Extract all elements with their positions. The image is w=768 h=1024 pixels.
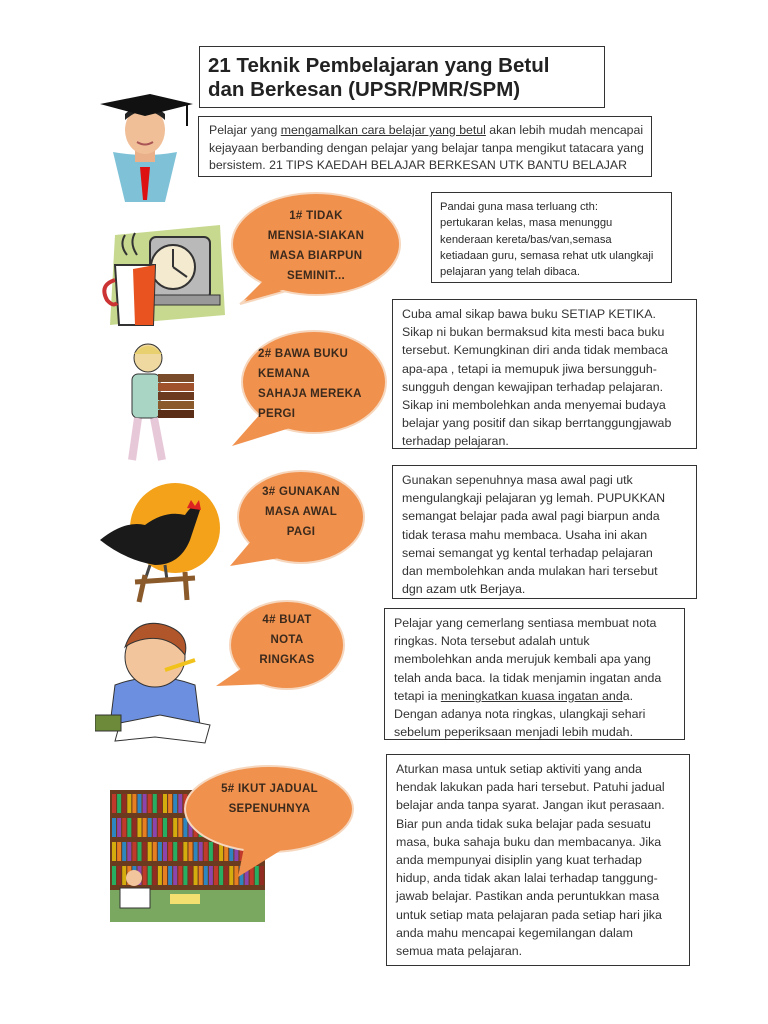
- note-line: Sikap ini membolehkan anda menyemai budaya: [402, 398, 666, 413]
- book-spine: [143, 842, 147, 861]
- intro-text: Pelajar yang: [209, 123, 281, 137]
- note-line: telah anda baca. Ia tidak menjamin ingatan anda: [394, 670, 662, 685]
- book-spine: [224, 866, 228, 885]
- tip-heading-line: PERGI: [258, 408, 296, 420]
- note-line: semua mata pelajaran.: [396, 944, 523, 959]
- intro-text: akan lebih mudah mencapai: [485, 123, 644, 137]
- tip-3-note: [392, 465, 697, 599]
- book-spine: [143, 818, 147, 837]
- tip-4-speech-bubble: [228, 600, 346, 692]
- note-line: pelajaran yang telah dibaca.: [440, 266, 580, 279]
- book-spine: [255, 866, 259, 885]
- note-line: Pelajar yang cemerlang sentiasa membuat nota: [394, 616, 657, 630]
- book-spine: [112, 794, 116, 813]
- tip-1-note: [431, 192, 672, 283]
- book-spine: [148, 842, 152, 861]
- book-spine: [138, 818, 142, 837]
- book-spine: [204, 866, 208, 885]
- book-spine: [178, 866, 182, 885]
- book-spine: [112, 818, 116, 837]
- book-spine: [158, 818, 162, 837]
- tip-heading-line: 5# IKUT JADUAL: [221, 783, 318, 795]
- tip-heading-line: RINGKAS: [259, 654, 315, 666]
- book-spine: [163, 794, 167, 813]
- book-spine: [178, 818, 182, 837]
- note-line: pertukaran kelas, masa menunggu: [440, 217, 613, 230]
- book-spine: [112, 842, 116, 861]
- tip-heading-line: 2# BAWA BUKU: [258, 348, 349, 360]
- intro-paragraph: [198, 116, 652, 177]
- note-line: hendak lakukan pada hari tersebut. Patuhi jadual: [396, 780, 665, 795]
- note-line: ketiadaan guru, semasa rehat utk ulangkaji: [440, 249, 654, 262]
- book-spine: [148, 866, 152, 885]
- tip-2-note: [392, 299, 697, 449]
- note-line: untuk setiap mata pelajaran pada setiap hari jika: [396, 907, 662, 922]
- note-line: Biar pun anda tidak suka belajar pada sesuatu: [396, 816, 651, 831]
- book-spine: [127, 794, 131, 813]
- book-spine: [122, 866, 126, 885]
- note-line: dan membolehkan anda mulakan hari tersebut: [402, 564, 658, 579]
- note-line: belajar yang positif dan sikap berrtanggungjawab: [402, 416, 672, 431]
- note-line: semangat belajar pada awal pagi biarpun anda: [402, 509, 660, 524]
- tip-heading-line: SEPENUHNYA: [228, 803, 311, 815]
- tip-heading-line: SAHAJA MEREKA: [258, 388, 362, 400]
- book-spine: [158, 866, 162, 885]
- note-line: apa-apa , tetapi ia memupuk jiwa bersungguh-: [402, 361, 657, 376]
- book-spine: [173, 794, 177, 813]
- coffee-clock-illustration: [95, 225, 230, 330]
- book-spine: [178, 842, 182, 861]
- book-spine: [127, 842, 131, 861]
- note-text: a.: [622, 688, 634, 703]
- book-spine: [189, 866, 193, 885]
- boy-writing-notes-illustration: [95, 615, 225, 745]
- book-spine: [168, 842, 172, 861]
- book-spine: [138, 842, 142, 861]
- book-spine: [148, 818, 152, 837]
- book-spine: [229, 866, 233, 885]
- note-line: Cuba amal sikap bawa buku SETIAP KETIKA.: [402, 307, 656, 321]
- tip-heading-line: KEMANA: [258, 368, 311, 380]
- tip-3-speech-bubble: [236, 470, 366, 568]
- page-title: [199, 46, 605, 108]
- tip-heading-line: PAGI: [286, 526, 316, 538]
- note-line: Aturkan masa untuk setiap aktiviti yang anda: [396, 762, 642, 776]
- book-spine: [138, 794, 142, 813]
- title-line: 21 Teknik Pembelajaran yang Betul: [208, 54, 550, 77]
- book-spine: [163, 842, 167, 861]
- book-spine: [153, 818, 157, 837]
- rooster-sunrise-illustration: [95, 480, 220, 605]
- intro-underlined-text: mengamalkan cara belajar yang betul: [280, 123, 486, 137]
- book-spine: [143, 794, 147, 813]
- book-spine: [122, 794, 126, 813]
- book-spine: [234, 866, 238, 885]
- book-spine: [132, 842, 136, 861]
- book-spine: [214, 866, 218, 885]
- tip-heading-line: NOTA: [270, 634, 304, 646]
- tip-1-speech-bubble: [230, 192, 402, 302]
- note-text: tetapi ia: [394, 688, 441, 703]
- book-spine: [127, 818, 131, 837]
- book-spine: [199, 866, 203, 885]
- book-spine: [132, 818, 136, 837]
- book-spine: [158, 794, 162, 813]
- note-line: Sikap ni bukan bermaksud kita mesti baca buku: [402, 325, 665, 340]
- note-line: jawab belajar. Pastikan anda peruntukkan masa: [396, 889, 660, 904]
- note-line: tidak terasa mahu membaca. Usaha ini akan: [402, 527, 648, 542]
- note-line: tersebut. Kemungkinan diri anda tidak membaca: [402, 343, 668, 358]
- book-spine: [117, 818, 121, 837]
- note-line: hidup, anda tidak akan lalai terhadap tanggung-: [396, 871, 658, 886]
- book-spine: [117, 866, 121, 885]
- book-spine: [260, 866, 264, 885]
- note-line: belajar anda tanpa syarat. Jangan ikut perasaan.: [396, 798, 665, 813]
- book-spine: [183, 866, 187, 885]
- note-line: membolehkan anda merujuk kembali apa yang: [394, 652, 651, 667]
- note-line: Gunakan sepenuhnya masa awal pagi utk: [402, 473, 633, 487]
- book-spine: [173, 842, 177, 861]
- book-spine: [194, 866, 198, 885]
- book-spine: [117, 842, 121, 861]
- book-spine: [143, 866, 147, 885]
- book-spine: [112, 866, 116, 885]
- note-underlined-text: meningkatkan kuasa ingatan and: [440, 688, 623, 703]
- book-spine: [153, 794, 157, 813]
- tip-5-speech-bubble: [183, 765, 356, 857]
- tip-heading-line: MASA BIARPUN: [269, 250, 363, 262]
- note-line: kenderaan kereta/bas/van,semasa: [440, 233, 612, 246]
- tip-5-note: [386, 754, 690, 966]
- book-spine: [173, 818, 177, 837]
- book-spine: [168, 794, 172, 813]
- note-line: semai semangat yg kental terhadap pelajaran: [402, 545, 653, 560]
- note-line: Pandai guna masa terluang cth:: [440, 201, 598, 213]
- note-line: ringkas. Nota tersebut adalah untuk: [394, 634, 590, 649]
- note-line: anda mempunyai disiplin yang kuat terhadap: [396, 853, 642, 868]
- note-line: Dengan adanya nota ringkas, ulangkaji sehari: [394, 707, 646, 722]
- book-spine: [168, 818, 172, 837]
- book-spine: [148, 794, 152, 813]
- tip-heading-line: MENSIA-SIAKAN: [267, 230, 365, 242]
- tip-heading-line: 1# TIDAK: [289, 210, 343, 222]
- student-carrying-books-illustration: [118, 340, 198, 470]
- book-spine: [153, 842, 157, 861]
- tip-4-note: [384, 608, 685, 740]
- book-spine: [168, 866, 172, 885]
- tip-heading-line: SEMINIT...: [287, 270, 345, 282]
- book-spine: [132, 794, 136, 813]
- tip-2-speech-bubble: [240, 330, 386, 442]
- book-spine: [163, 866, 167, 885]
- book-spine: [178, 794, 182, 813]
- note-line: sungguh dengan kewajipan terhadap pelajaran.: [402, 379, 664, 394]
- book-spine: [117, 794, 121, 813]
- note-line: dgn azam utk Berjaya.: [402, 582, 526, 597]
- note-line: anda mahu mencapai kegemilangan dalam: [396, 925, 633, 940]
- note-line: mengulangkaji pelajaran yg lemah. PUPUKKAN: [402, 491, 666, 506]
- book-spine: [163, 818, 167, 837]
- graduate-student-illustration: [95, 92, 195, 202]
- book-spine: [209, 866, 213, 885]
- book-spine: [122, 818, 126, 837]
- book-spine: [219, 866, 223, 885]
- title-line: dan Berkesan (UPSR/PMR/SPM): [208, 78, 521, 101]
- note-line: sebelum peperiksaan menjadi lebih mudah.: [394, 725, 634, 740]
- book-spine: [158, 842, 162, 861]
- tip-heading-line: MASA AWAL: [264, 506, 338, 518]
- note-line: masa, buka sahaja buku dan membacanya. Jika: [396, 834, 662, 849]
- book-spine: [153, 866, 157, 885]
- note-line: terhadap pelajaran.: [402, 434, 509, 449]
- book-spine: [173, 866, 177, 885]
- intro-text: bersistem. 21 TIPS KAEDAH BELAJAR BERKESAN UTK BANTU BELAJAR: [209, 158, 627, 172]
- tip-heading-line: 3# GUNAKAN: [262, 486, 340, 498]
- tip-heading-line: 4# BUAT: [262, 614, 312, 626]
- book-spine: [122, 842, 126, 861]
- intro-text: kejayaan berbanding dengan pelajar yang belajar tanpa mengikut tatacara yang: [209, 140, 644, 155]
